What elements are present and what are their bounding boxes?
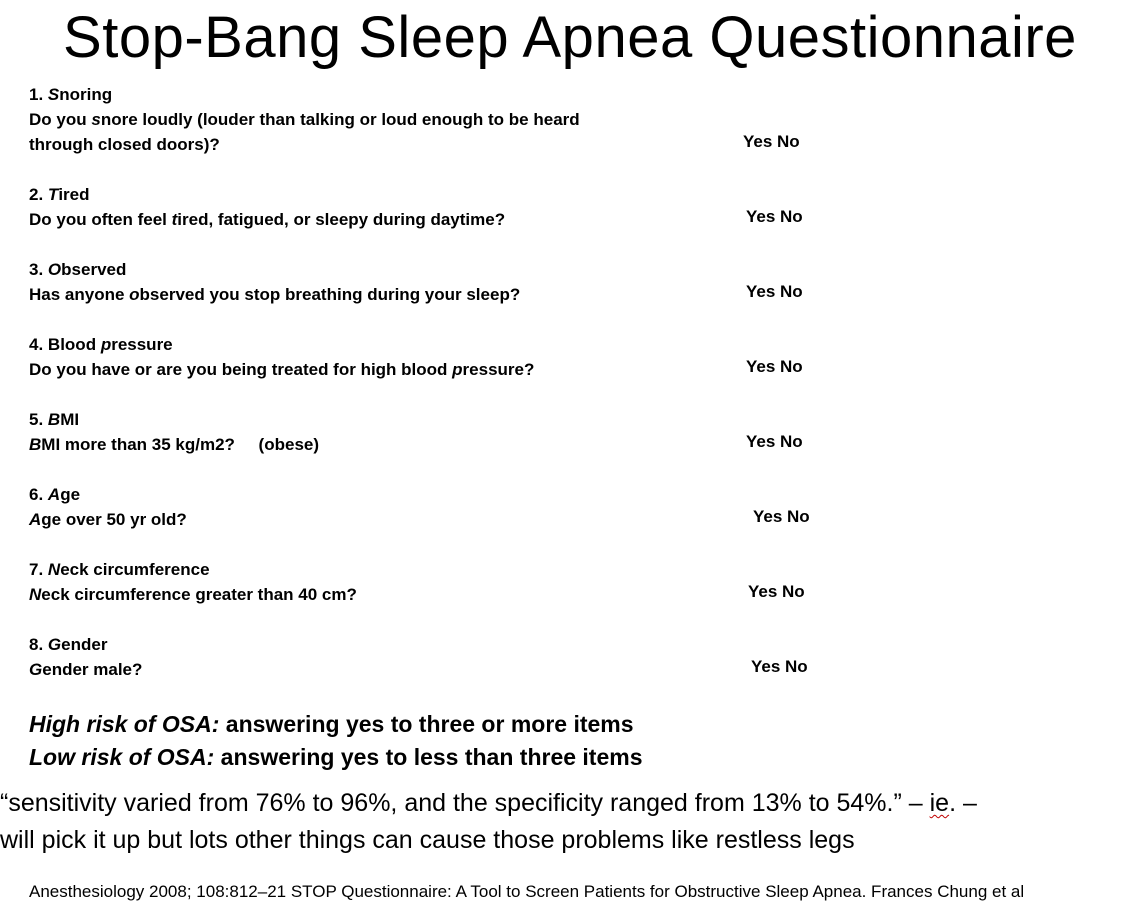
question-2-text: Do you often feel tired, fatigued, or sleepy during daytime? [29, 210, 506, 229]
question-7-answer: Yes No [748, 582, 805, 601]
question-5-answer: Yes No [746, 432, 803, 451]
question-3-text: Has anyone observed you stop breathing during your sleep? [29, 285, 521, 304]
question-5 [29, 407, 1109, 457]
question-3 [29, 257, 1109, 307]
question-4-heading: 4. Blood pressure [29, 335, 173, 354]
question-2-answer: Yes No [746, 207, 803, 226]
question-1-text-line2: through closed doors)? [29, 135, 220, 154]
spellcheck-word: ie [929, 789, 950, 817]
question-8-heading: 8. Gender [29, 635, 108, 654]
quote-line-1: “sensitivity varied from 76% to 96%, and the specificity ranged from 13% to 54%.” – ie. – [0, 789, 977, 817]
question-6-text: Age over 50 yr old? [29, 510, 187, 529]
high-risk-text: answering yes to three or more items [219, 711, 634, 737]
question-6-answer: Yes No [753, 507, 810, 526]
question-1-heading: 1. Snoring [29, 85, 113, 104]
question-6 [29, 482, 1109, 532]
page-title: Stop-Bang Sleep Apnea Questionnaire [63, 5, 1077, 70]
low-risk-label: Low risk of OSA: [29, 744, 215, 770]
question-6-heading: 6. Age [29, 485, 81, 504]
question-4-answer: Yes No [746, 357, 803, 376]
question-7 [29, 557, 1109, 607]
question-3-heading: 3. Observed [29, 260, 127, 279]
question-1 [29, 82, 1109, 157]
high-risk-line [29, 708, 634, 741]
citation: Anesthesiology 2008; 108:812–21 STOP Questionnaire: A Tool to Screen Patients for Obstructive Sleep Apnea. Frances Chung et al [29, 882, 1025, 901]
quote-line-2: will pick it up but lots other things can cause those problems like restless legs [0, 826, 855, 854]
question-8-answer: Yes No [751, 657, 808, 676]
question-2 [29, 182, 1109, 232]
question-8-text: Gender male? [29, 660, 143, 679]
question-5-text: BMI more than 35 kg/m2? (obese) [29, 435, 320, 454]
question-5-heading: 5. BMI [29, 410, 80, 429]
question-4 [29, 332, 1109, 382]
low-risk-text: answering yes to less than three items [214, 744, 643, 770]
low-risk-line [29, 741, 643, 774]
question-8 [29, 632, 1109, 682]
question-3-answer: Yes No [746, 282, 803, 301]
question-1-answer: Yes No [743, 132, 800, 151]
question-1-text: Do you snore loudly (louder than talking or loud enough to be heard [29, 110, 580, 129]
question-2-heading: 2. Tired [29, 185, 90, 204]
sensitivity-quote [0, 785, 1140, 859]
question-4-text: Do you have or are you being treated for high blood pressure? [29, 360, 535, 379]
question-7-heading: 7. Neck circumference [29, 560, 210, 579]
question-7-text: Neck circumference greater than 40 cm? [29, 585, 357, 604]
high-risk-label: High risk of OSA: [29, 711, 220, 737]
